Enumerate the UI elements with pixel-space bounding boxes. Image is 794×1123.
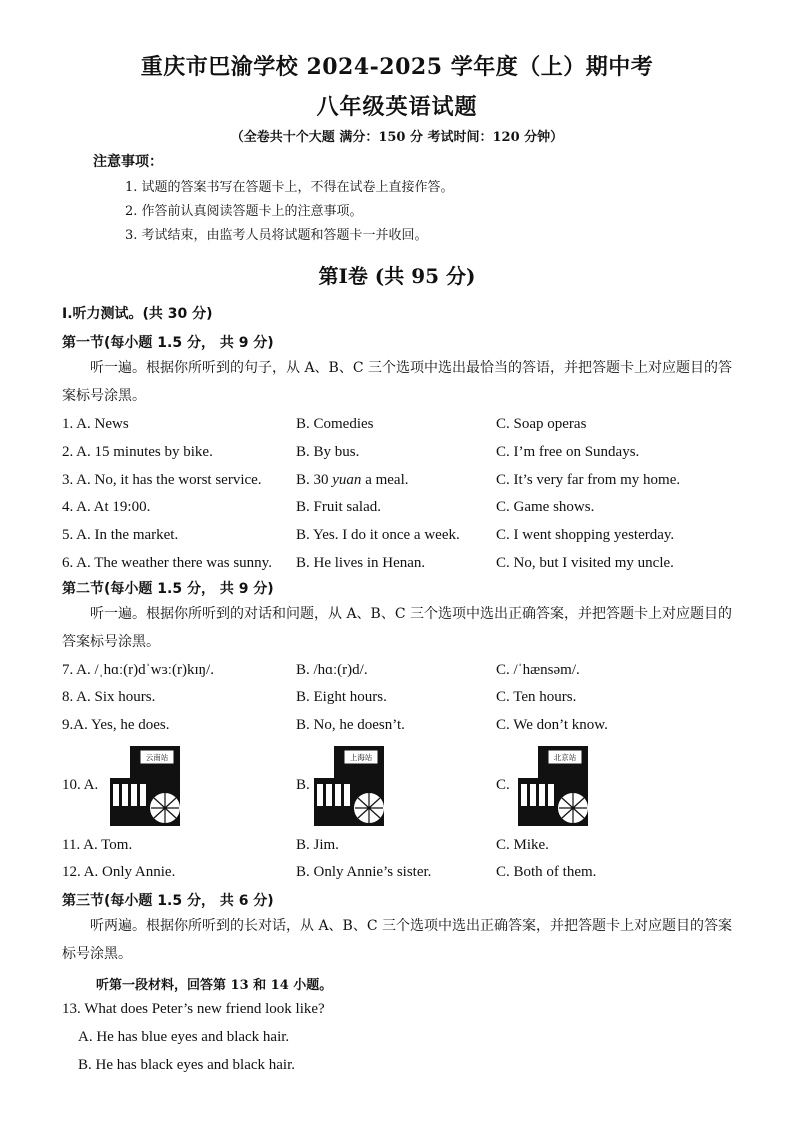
option-b: B. Yes. I do it once a week.	[296, 527, 460, 543]
station-sign-text: 北京站	[553, 753, 577, 762]
station-picture-c	[518, 746, 588, 826]
station-picture-a	[110, 746, 180, 826]
question-row	[62, 864, 742, 888]
option-a: 10. A.	[62, 777, 99, 793]
volume-title: 第Ⅰ卷 (共 95 分)	[318, 264, 476, 288]
part-title: Ⅰ.听力测试。(共 30 分)	[62, 306, 213, 322]
option-a: 12. A. Only Annie.	[62, 864, 176, 880]
question-row	[62, 837, 742, 861]
option-c: C. Mike.	[496, 837, 549, 853]
section-title: 第三节(每小题 1.5 分， 共 6 分)	[62, 893, 274, 909]
section-instruction: 听一遍。根据你所听到的对话和问题，从 A、B、C 三个选项中选出正确答案，并把答题卡上对应题目的答案标号涂黑。	[62, 606, 733, 650]
question-row	[62, 472, 742, 496]
option-c: C.	[496, 777, 510, 793]
note-item: 1. 试题的答案书写在答题卡上，不得在试卷上直接作答。	[125, 180, 454, 195]
question-stem: 13. What does Peter’s new friend look like?	[62, 1001, 325, 1017]
option-c: C. I went shopping yesterday.	[496, 527, 675, 543]
option-b: B.	[296, 777, 310, 793]
exam-title-line2: 八年级英语试题	[316, 94, 478, 120]
option-b: B. Fruit salad.	[296, 499, 381, 515]
question-row	[62, 689, 742, 713]
option-a: 2. A. 15 minutes by bike.	[62, 444, 213, 460]
question-row	[62, 499, 742, 523]
station-sign-text: 上海站	[349, 753, 373, 762]
option-b-prefix: B. 30	[296, 472, 333, 488]
question-row	[62, 717, 742, 741]
option-a: 7. A. /ˌhɑː(r)dˈwɜː(r)kɪŋ/.	[62, 662, 214, 678]
section-instruction: 听一遍。根据你所听到的句子，从 A、B、C 三个选项中选出最恰当的答语，并把答题卡上对应题目的答案标号涂黑。	[62, 360, 733, 404]
option-b-italic: yuan	[332, 472, 362, 488]
option-c: C. We don’t know.	[496, 717, 608, 733]
option-a: 1. A. News	[62, 416, 129, 432]
option-a: 5. A. In the market.	[62, 527, 179, 543]
sub-instruction: 听第一段材料，回答第 13 和 14 小题。	[96, 978, 333, 993]
question-row	[62, 444, 742, 468]
option-c: C. Game shows.	[496, 499, 595, 515]
option-c: C. Both of them.	[496, 864, 597, 880]
option-b: B. Only Annie’s sister.	[296, 864, 432, 880]
question-row	[62, 416, 742, 440]
option-c: C. Soap operas	[496, 416, 587, 432]
section-title: 第一节(每小题 1.5 分， 共 9 分)	[62, 335, 274, 351]
station-picture-b	[314, 746, 384, 826]
question-row	[62, 662, 742, 686]
option-c: C. Ten hours.	[496, 689, 577, 705]
option-b-suffix: a meal.	[361, 472, 409, 488]
option-b: B. Jim.	[296, 837, 339, 853]
question-row	[62, 555, 742, 579]
section-title: 第二节(每小题 1.5 分， 共 9 分)	[62, 581, 274, 597]
option-b: B. Eight hours.	[296, 689, 387, 705]
option-c: C. No, but I visited my uncle.	[496, 555, 674, 571]
note-item: 3. 考试结束，由监考人员将试题和答题卡一并收回。	[125, 228, 428, 243]
option-a: 3. A. No, it has the worst service.	[62, 472, 262, 488]
option-b: B. He has black eyes and black hair.	[78, 1057, 296, 1073]
station-sign-text: 云南站	[145, 753, 169, 762]
section-instruction: 听两遍。根据你所听到的长对话，从 A、B、C 三个选项中选出正确答案，并把答题卡上对应题目的答案标号涂黑。	[62, 918, 733, 962]
option-b: B. By bus.	[296, 444, 360, 460]
option-b: B. Comedies	[296, 416, 374, 432]
exam-title-line1: 重庆市巴渝学校 2024-2025 学年度（上）期中考	[140, 54, 654, 80]
option-c: C. I’m free on Sundays.	[496, 444, 640, 460]
option-b: B. No, he doesn’t.	[296, 717, 405, 733]
option-b: B. /hɑː(r)d/.	[296, 662, 368, 678]
option-c: C. /ˈhænsəm/.	[496, 662, 580, 678]
option-a: 4. A. At 19:00.	[62, 499, 151, 515]
option-b: B. He lives in Henan.	[296, 555, 426, 571]
option-a: 9.A. Yes, he does.	[62, 717, 170, 733]
option-a: 6. A. The weather there was sunny.	[62, 555, 272, 571]
note-item: 2. 作答前认真阅读答题卡上的注意事项。	[125, 204, 363, 219]
option-c: C. It’s very far from my home.	[496, 472, 681, 488]
option-a: 11. A. Tom.	[62, 837, 133, 853]
question-row	[62, 527, 742, 551]
option-a: 8. A. Six hours.	[62, 689, 156, 705]
exam-subtitle: （全卷共十个大题 满分：150 分 考试时间：120 分钟）	[230, 130, 564, 145]
notes-title: 注意事项：	[93, 154, 163, 170]
option-a: A. He has blue eyes and black hair.	[78, 1029, 290, 1045]
option-b	[296, 472, 409, 489]
